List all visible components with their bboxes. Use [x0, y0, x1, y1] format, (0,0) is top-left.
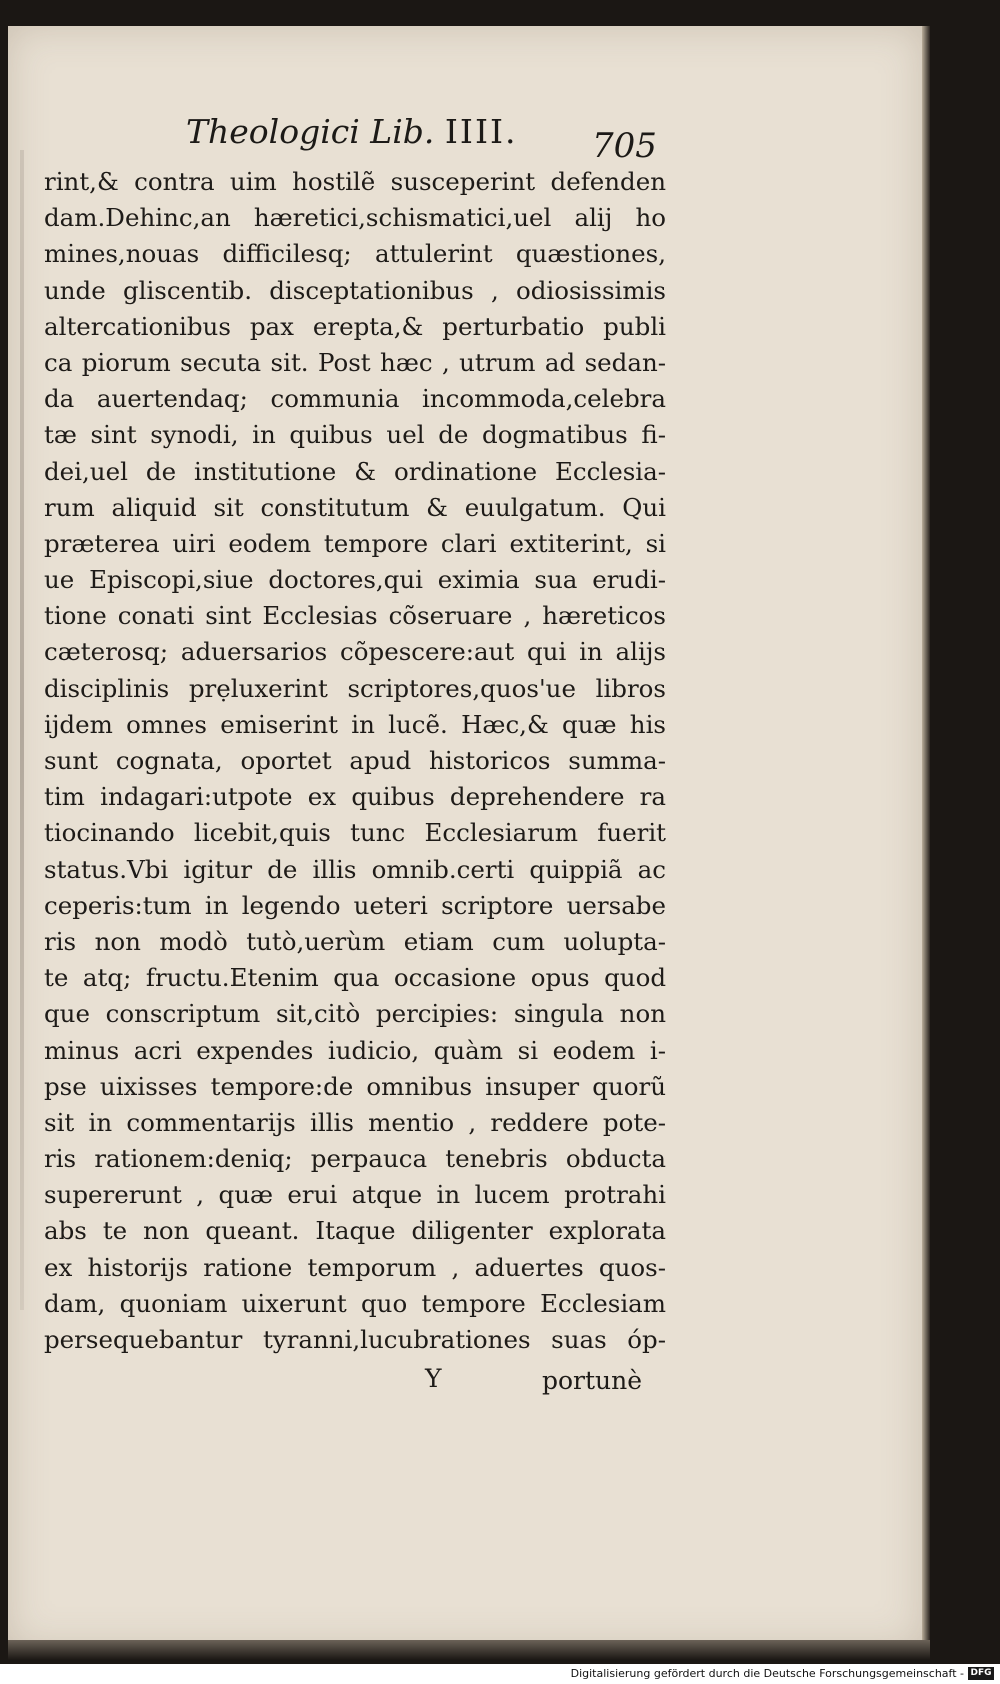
text-line: sunt cognata, oportet apud historicos summa- [44, 746, 666, 775]
text-line: ex historijs ratione temporum , aduertes quos- [44, 1252, 666, 1282]
text-line: unde gliscentib. disceptationibus , odiosissimis [44, 275, 666, 305]
text-line: sit in commentarijs illis mentio , reddere pote- [44, 1107, 666, 1137]
text-line: pse uixisses tempore:de omnibus insuper quorũ [44, 1071, 666, 1101]
text-line: que conscriptum sit,citò percipies: singula non [44, 999, 666, 1029]
text-line: ijdem omnes emiserint in lucẽ. Hæc,& quæ his [44, 709, 666, 739]
text-line: ca piorum secuta sit. Post hæc , utrum ad sedan- [44, 347, 666, 377]
text-line: persequebantur tyranni,lucubrationes suas óp- [44, 1325, 666, 1354]
text-line: da auertendaq; communia incommoda,celebra [44, 384, 666, 414]
page-bottom-shadow [8, 1640, 930, 1660]
text-line: tæ sint synodi, in quibus uel de dogmatibus fi- [44, 420, 666, 450]
dfg-logo: DFG [968, 1667, 994, 1680]
footer-credit: Digitalisierung gefördert durch die Deutsche Forschungsgemeinschaft - [570, 1667, 964, 1680]
text-line: abs te non queant. Itaque diligenter explorata [44, 1216, 666, 1246]
page-number: 705 [592, 126, 657, 166]
text-line: ris rationem:deniq; perpauca tenebris obducta [44, 1144, 666, 1174]
text-line: tione conati sint Ecclesias cõseruare , hæreticos [44, 601, 666, 631]
text-line: dam.Dehinc,an hæretici,schismatici,uel alij ho [44, 203, 666, 233]
text-line: rum aliquid sit constitutum & euulgatum. Qui [44, 492, 666, 522]
catchword: portunè [542, 1366, 643, 1395]
text-line: rint,& contra uim hostilẽ susceperint defenden [44, 167, 666, 196]
book-numeral: IIII. [444, 112, 518, 151]
text-line: status.Vbi igitur de illis omnib.certi quippiã ac [44, 854, 666, 884]
text-line: ris non modò tutò,uerùm etiam cum uolupta- [44, 926, 666, 956]
text-line: te atq; fructu.Etenim qua occasione opus quod [44, 963, 666, 993]
text-line: præterea uiri eodem tempore clari extiterint, si [44, 528, 666, 558]
text-line: mines,nouas difficilesq; attulerint quæstiones, [44, 239, 666, 269]
text-line: supererunt , quæ erui atque in lucem protrahi [44, 1180, 666, 1210]
running-title: Theologici Lib. [186, 112, 435, 151]
text-line: cæterosq; aduersarios cõpescere:aut qui in alijs [44, 637, 666, 667]
text-line: ue Episcopi,siue doctores,qui eximia sua erudi- [44, 565, 666, 595]
signature-mark: Y [425, 1364, 442, 1393]
text-line: dam, quoniam uixerunt quo tempore Ecclesiam [44, 1288, 666, 1318]
text-line: tiocinando licebit,quis tunc Ecclesiarum fuerit [44, 818, 666, 848]
text-line: dei,uel de institutione & ordinatione Ecclesia- [44, 456, 666, 486]
text-line: disciplinis prẹluxerint scriptores,quos'ue libros [44, 673, 666, 703]
gutter-shadow [20, 150, 24, 1310]
page-edge [922, 26, 930, 1648]
text-line: altercationibus pax erepta,& perturbatio publi [44, 311, 666, 341]
text-line: ceperis:tum in legendo ueteri scriptore uersabe [44, 890, 666, 920]
text-line: tim indagari:utpote ex quibus deprehendere ra [44, 782, 666, 812]
text-line: minus acri expendes iudicio, quàm si eodem i- [44, 1035, 666, 1065]
body-text [44, 164, 666, 1358]
